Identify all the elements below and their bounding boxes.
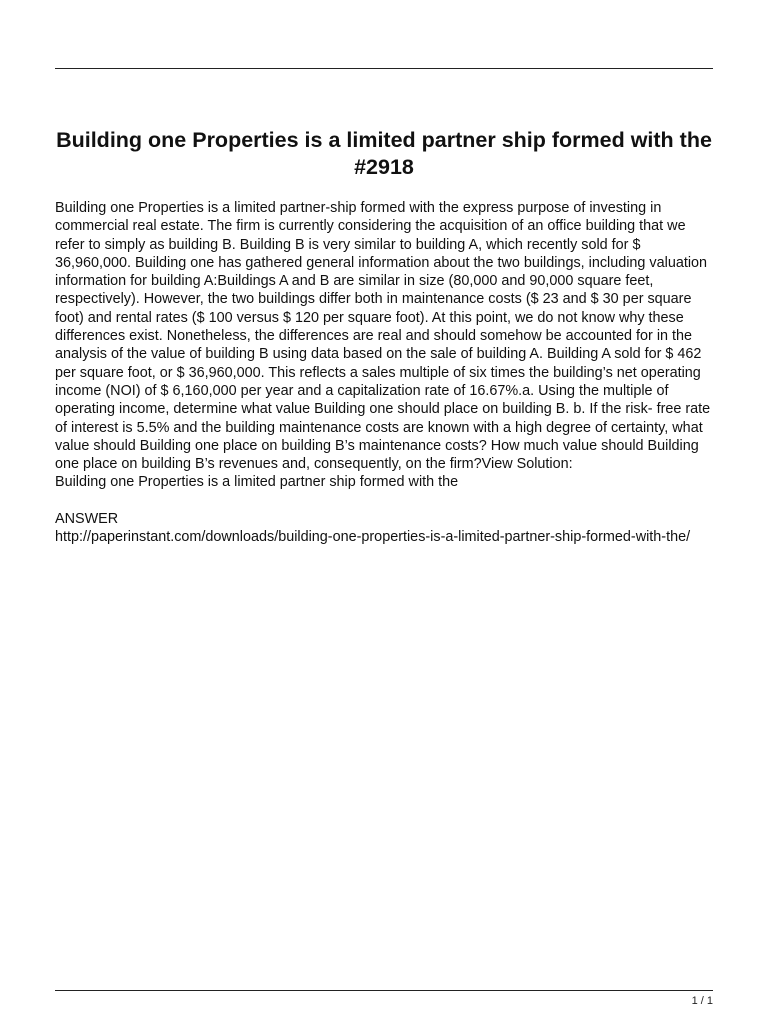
document-title: Building one Properties is a limited partner ship formed with the #2918 xyxy=(56,128,712,179)
subtitle-line: Building one Properties is a limited partner ship formed with the xyxy=(55,474,459,491)
top-rule xyxy=(55,68,713,69)
document-content xyxy=(55,199,717,547)
body-paragraph: Building one Properties is a limited partner-ship formed with the express purpose of investing in commercial real estate. The firm is currently considering the acquisition of an office building that we refer to simply as building B. Building B is very similar to building A, which recently sold for $ 36,960,000. Building one has gathered general information about the two buildings, including valuation information for building A:Buildings A and B are similar in size (80,000 and 90,000 square feet, respectively). However, the two buildings differ both in maintenance costs ($ 23 and $ 30 per square foot) and rental rates ($ 100 versus $ 120 per square foot). At this point, we do not know why these differences exist. Nonetheless, the differences are real and should somehow be accounted for in the analysis of the value of building B using data based on the sale of building A. Building A sold for $ 462 per square foot, or $ 36,960,000. This reflects a sales multiple of six times the building’s net operating income (NOI) of $ 6,160,000 per year and a capitalization rate of 16.67%.a. Using the multiple of operating income, determine what value Building one should place on building B. b. If the risk- free rate of interest is 5.5% and the building maintenance costs are known with a high degree of certainty, what value should Building one place on building B’s maintenance costs? How much value should Building one place on building B’s revenues and, consequently, on the firm?View Solution: xyxy=(55,200,711,473)
answer-label: ANSWER xyxy=(55,511,119,528)
bottom-rule xyxy=(55,990,713,991)
page-number: 1 / 1 xyxy=(691,995,713,1007)
answer-url: http://paperinstant.com/downloads/building-one-properties-is-a-limited-partner-ship-formed-with-the/ xyxy=(55,529,691,546)
blank-line xyxy=(55,492,717,510)
